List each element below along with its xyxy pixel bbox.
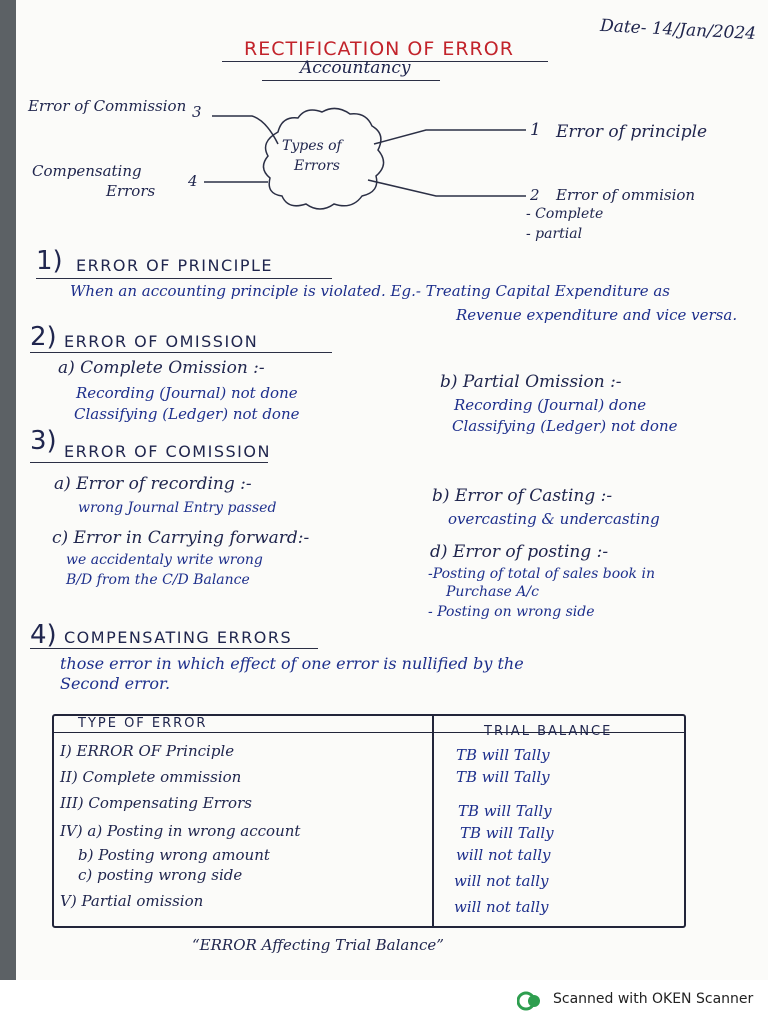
section-omission-num: 2) [30,322,57,352]
table-caption: “ERROR Affecting Trial Balance” [192,936,444,954]
table-row-type: III) Compensating Errors [60,794,252,812]
table-row-tb: TB will Tally [460,824,554,842]
subtitle-underline [262,80,440,81]
table-row-tb: TB will Tally [456,768,550,786]
commission-b-title: b) Error of Casting :- [432,486,613,506]
section-principle-text1: When an accounting principle is violated. Eg.- Treating Capital Expenditure as [70,282,670,300]
commission-d-title: d) Error of posting :- [430,542,609,562]
commission-d-line3: - Posting on wrong side [428,604,595,620]
mindmap-commission-label: Error of Commission [28,97,187,115]
section-principle-num: 1) [36,246,63,276]
section-omission-underline [30,352,332,353]
table-column-divider [432,716,434,926]
commission-c-title: c) Error in Carrying forward:- [52,528,310,548]
commission-a-line: wrong Journal Entry passed [78,500,277,516]
table-row-type: V) Partial omission [60,892,204,910]
omission-a-line1: Recording (Journal) not done [76,384,298,402]
table-header-trial-balance: TRIAL BALANCE [484,724,613,739]
commission-d-line2: Purchase A/c [446,584,539,600]
section-commission-title: ERROR OF COMISSION [64,442,271,461]
mindmap-center-line1: Types of [282,138,342,154]
commission-b-line: overcasting & undercasting [448,510,660,528]
commission-a-title: a) Error of recording :- [54,474,252,494]
mindmap-center-line2: Errors [294,158,340,174]
mindmap-compensating-label2: Errors [106,182,156,200]
section-compensating-num: 4) [30,620,57,650]
section-commission-num: 3) [30,426,57,456]
mindmap-compensating-label1: Compensating [32,162,142,180]
table-row-type: II) Complete ommission [60,768,242,786]
oken-scanner-logo-icon [517,991,541,1011]
omission-b-line1: Recording (Journal) done [454,396,647,414]
commission-d-line1: -Posting of total of sales book in [428,566,655,582]
table-header-type: TYPE OF ERROR [78,716,208,731]
mindmap-ommision-label: Error of ommision [556,186,696,204]
commission-c-line2: B/D from the C/D Balance [66,572,250,588]
table-row-tb: will not tally [454,898,549,916]
section-principle-title: ERROR OF PRINCIPLE [76,256,274,275]
mindmap-ommision-sub1: - Complete [526,206,604,222]
table-row-tb: TB will Tally [456,746,550,764]
table-row-type: IV) a) Posting in wrong account [60,822,301,840]
section-compensating-underline [30,648,318,649]
omission-a-line2: Classifying (Ledger) not done [74,405,300,423]
omission-a-title: a) Complete Omission :- [58,358,265,378]
summary-table [52,714,686,928]
mindmap-ommision-sub2: - partial [526,226,583,242]
table-row-type: c) posting wrong side [78,866,243,884]
commission-c-line1: we accidentaly write wrong [66,552,263,568]
mindmap-ommision-num: 2 [530,186,540,204]
mindmap-principle-num: 1 [530,120,541,140]
section-principle-text2: Revenue expenditure and vice versa. [456,306,738,324]
table-row-tb: will not tally [454,872,549,890]
section-commission-underline [30,462,268,463]
section-principle-underline [36,278,332,279]
table-row-tb: will not tally [456,846,551,864]
table-row-tb: TB will Tally [458,802,552,820]
date-label: Date- 14/Jan/2024 [599,15,757,45]
section-compensating-text2: Second error. [60,674,171,693]
page-subtitle: Accountancy [300,58,411,78]
table-row-type: I) ERROR OF Principle [60,742,235,760]
omission-b-line2: Classifying (Ledger) not done [452,417,678,435]
section-compensating-text1: those error in which effect of one error is nullified by the [60,654,524,673]
mindmap-principle-label: Error of principle [556,122,708,142]
section-omission-title: ERROR OF OMISSION [64,332,259,351]
omission-b-title: b) Partial Omission :- [440,372,622,392]
section-compensating-title: COMPENSATING ERRORS [64,628,293,647]
mindmap-commission-num: 3 [192,103,202,121]
scanner-watermark-text: Scanned with OKEN Scanner [553,991,754,1007]
table-row-type: b) Posting wrong amount [78,846,270,864]
page-title: RECTIFICATION OF ERROR [244,38,514,60]
mindmap-compensating-num: 4 [188,172,198,190]
